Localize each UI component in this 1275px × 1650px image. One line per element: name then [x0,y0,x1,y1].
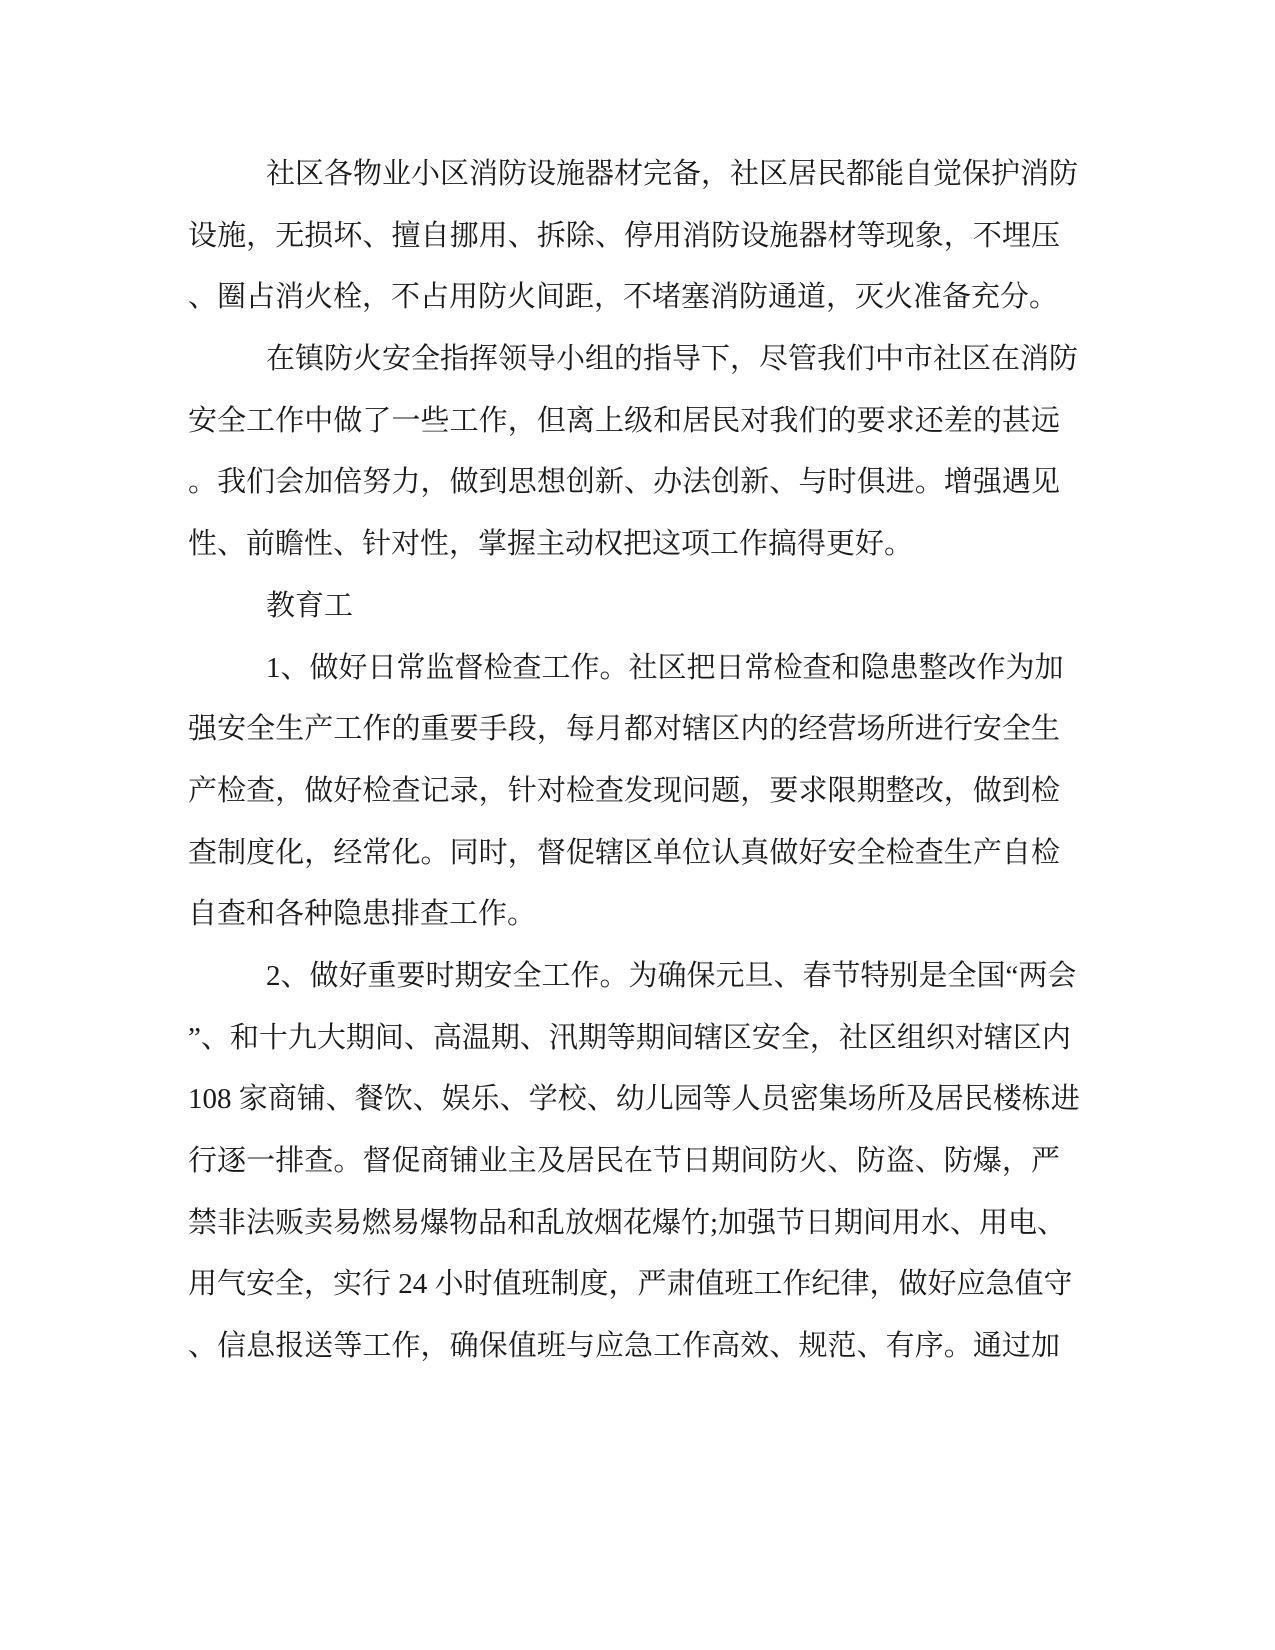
document-body [188,144,1080,1378]
text-line: 产检查，做好检查记录，针对检查发现问题，要求限期整改，做到检 [188,774,1060,807]
text-line: 性、前瞻性、针对性，掌握主动权把这项工作搞得更好。 [188,528,914,561]
text-line: 108 家商铺、餐饮、娱乐、学校、幼儿园等人员密集场所及居民楼栋进 [188,1083,1080,1116]
text-line: 在镇防火安全指挥领导小组的指导下，尽管我们中市社区在消防 [266,343,1079,376]
text-line: 社区各物业小区消防设施器材完备，社区居民都能自觉保护消防 [266,158,1079,190]
para-item-2-key-periods [188,946,1080,1378]
text-line: 用气安全，实行 24 小时值班制度，严肃值班工作纪律，做好应急值守 [188,1268,1073,1301]
para-fire-facilities [188,144,1079,329]
text-line: 教育工 [266,589,354,622]
text-line: 安全工作中做了一些工作，但离上级和居民对我们的要求还差的甚远 [188,404,1060,437]
para-town-leadership [188,329,1079,576]
text-line: 、圈占消火栓，不占用防火间距，不堵塞消防通道，灭火准备充分。 [188,281,1059,314]
text-line: 2、做好重要时期安全工作。为确保元旦、春节特别是全国“两会 [266,959,1077,992]
text-line: 1、做好日常监督检查工作。社区把日常检查和隐患整改作为加 [266,651,1064,684]
text-line: 行逐一排查。督促商铺业主及居民在节日期间防火、防盗、防爆，严 [188,1145,1060,1177]
text-line: 查制度化，经常化。同时，督促辖区单位认真做好安全检查生产自检 [188,836,1060,869]
text-line: 设施，无损坏、擅自挪用、拆除、停用消防设施器材等现象，不埋压 [188,219,1060,252]
text-line: 、信息报送等工作，确保值班与应急工作高效、规范、有序。通过加 [188,1330,1060,1363]
text-line: 。我们会加倍努力，做到思想创新、办法创新、与时俱进。增强遇见 [188,466,1060,499]
para-education-heading [188,576,1060,638]
text-line: 强安全生产工作的重要手段，每月都对辖区内的经营场所进行安全生 [188,713,1060,746]
para-item-1-daily-inspection [188,638,1064,946]
text-line: ”、和十九大期间、高温期、汛期等期间辖区安全，社区组织对辖区内 [188,1021,1071,1054]
text-line: 自查和各种隐患排查工作。 [188,898,537,931]
text-line: 禁非法贩卖易燃易爆物品和乱放烟花爆竹;加强节日期间用水、用电、 [188,1206,1067,1239]
